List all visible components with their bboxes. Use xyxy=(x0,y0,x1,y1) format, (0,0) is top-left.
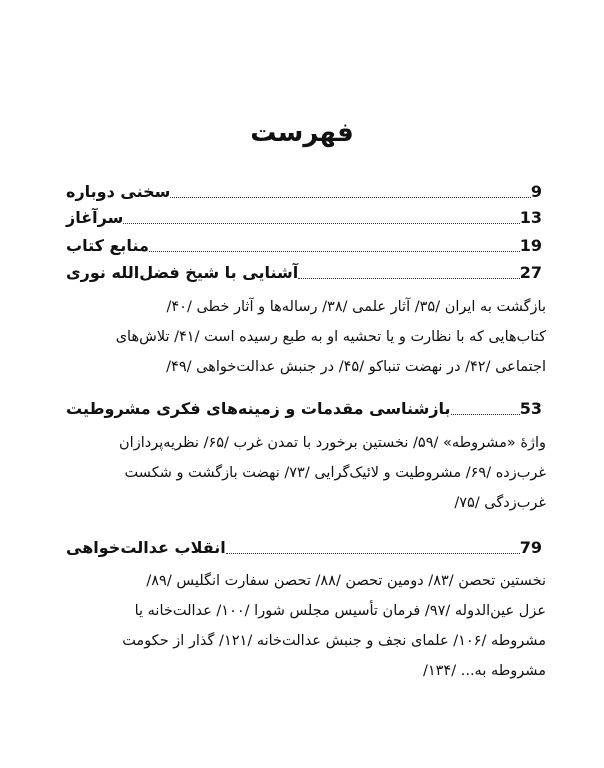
toc-entry-label: سرآغاز xyxy=(66,208,124,227)
dot-leader xyxy=(170,196,530,198)
toc-subsection-line: کتاب‌هایی که با نظارت و یا تحشیه او به طبع رسیده است /۴۱/ تلاش‌های xyxy=(115,329,546,345)
page-title: فهرست xyxy=(250,118,354,148)
toc-subsection xyxy=(60,292,546,382)
toc-entry xyxy=(60,179,546,203)
dot-leader xyxy=(123,222,519,224)
dot-leader xyxy=(226,552,520,554)
toc-entry-page: 27 xyxy=(519,263,542,282)
toc-entry-label: بازشناسی مقدمات و زمینه‌های فکری مشروطیت xyxy=(66,399,451,418)
toc-entry-page: 53 xyxy=(519,399,542,418)
toc-subsection xyxy=(60,566,546,686)
toc-entry xyxy=(60,535,546,559)
toc-entry-page: 79 xyxy=(519,538,542,557)
toc-subsection-line: اجتماعی /۴۲/ در نهضت تنباکو /۴۵/ در جنبش عدالت‌خواهی /۴۹/ xyxy=(166,359,546,375)
toc-entry-page: 13 xyxy=(519,208,542,227)
toc-subsection-line: غرب‌زده /۶۹/ مشروطیت و لائیک‌گرایی /۷۳/ نهضت بازگشت و شکست xyxy=(124,465,546,481)
dot-leader xyxy=(451,413,520,415)
toc-entry-page: 9 xyxy=(530,182,542,201)
toc-subsection-line: مشروطه /۱۰۶/ علمای نجف و جنبش عدالت‌خانه /۱۲۱/ گذار از حکومت xyxy=(122,633,546,649)
toc-entry-label: منابع کتاب xyxy=(66,236,149,255)
toc-subsection-line: غرب‌زدگی /۷۵/ xyxy=(454,495,546,511)
toc-entry-page: 19 xyxy=(519,236,542,255)
toc-entry-label: انقلاب عدالت‌خواهی xyxy=(66,538,226,557)
toc-entry xyxy=(60,233,546,257)
toc-subsection xyxy=(60,428,546,518)
dot-leader xyxy=(298,277,520,279)
toc-entry-label: آشنایی با شیخ فضل‌الله نوری xyxy=(66,263,299,282)
toc-subsection-line: واژهٔ «مشروطه» /۵۹/ نخستین برخورد با تمدن غرب /۶۵/ نظریه‌پردازان xyxy=(119,435,546,451)
toc-entry xyxy=(60,205,546,229)
toc-entry-label: سخنی دوباره xyxy=(66,182,171,201)
toc-subsection-line: بازگشت به ایران /۳۵/ آثار علمی /۳۸/ رساله‌ها و آثار خطی /۴۰/ xyxy=(166,299,546,315)
toc-entry xyxy=(60,260,546,284)
toc-entry xyxy=(60,396,546,420)
toc-subsection-line: عزل عین‌الدوله /۹۷/ فرمان تأسیس مجلس شورا /۱۰۰/ عدالت‌خانه یا xyxy=(134,603,546,619)
dot-leader xyxy=(149,250,520,252)
toc-subsection-line: نخستین تحصن /۸۳/ دومین تحصن /۸۸/ تحصن سفارت انگلیس /۸۹/ xyxy=(146,573,546,589)
toc-subsection-line: مشروطه به... /۱۳۴/ xyxy=(422,663,546,679)
